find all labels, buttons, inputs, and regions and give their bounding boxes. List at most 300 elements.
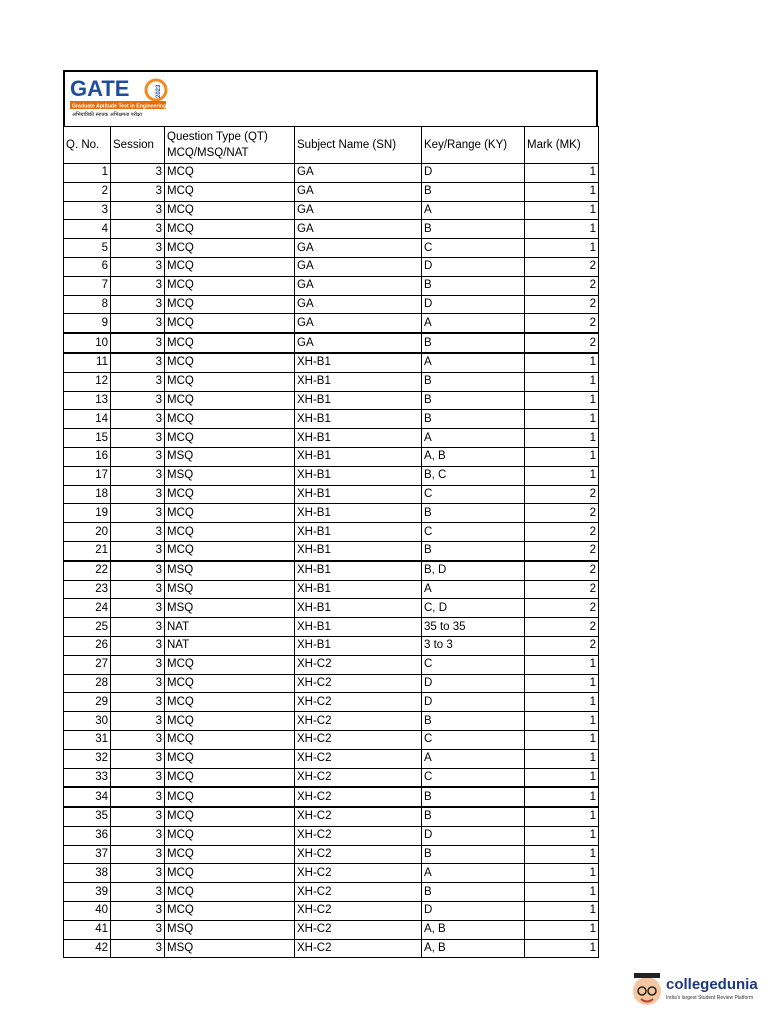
cell-qno: 33 bbox=[64, 768, 111, 787]
cell-subject-name: XH-C2 bbox=[295, 768, 422, 787]
cell-session: 3 bbox=[111, 561, 165, 580]
cell-qno: 3 bbox=[64, 201, 111, 220]
table-row bbox=[64, 845, 599, 864]
cell-subject-name: XH-B1 bbox=[295, 372, 422, 391]
logo-hindi: अभियांत्रिकी स्नातक अभिक्षमता परीक्षा bbox=[72, 112, 142, 118]
cell-subject-name: XH-B1 bbox=[295, 353, 422, 372]
cell-qno: 18 bbox=[64, 485, 111, 504]
cell-subject-name: XH-B1 bbox=[295, 429, 422, 448]
cell-mark: 1 bbox=[525, 787, 599, 807]
cell-qno: 15 bbox=[64, 429, 111, 448]
cell-key-range: B bbox=[422, 712, 525, 731]
cell-question-type: MCQ bbox=[165, 504, 295, 523]
cell-session: 3 bbox=[111, 787, 165, 807]
cell-qno: 13 bbox=[64, 391, 111, 410]
cell-mark: 1 bbox=[525, 730, 599, 749]
header-session: Session bbox=[111, 127, 165, 164]
cell-session: 3 bbox=[111, 164, 165, 183]
cell-session: 3 bbox=[111, 749, 165, 768]
cell-mark: 1 bbox=[525, 447, 599, 466]
cell-key-range: B bbox=[422, 787, 525, 807]
cell-qno: 26 bbox=[64, 636, 111, 655]
cell-question-type: MCQ bbox=[165, 864, 295, 883]
cell-mark: 2 bbox=[525, 314, 599, 333]
cell-subject-name: XH-C2 bbox=[295, 730, 422, 749]
cell-question-type: NAT bbox=[165, 618, 295, 637]
table-row bbox=[64, 599, 599, 618]
cell-subject-name: GA bbox=[295, 333, 422, 353]
cell-qno: 22 bbox=[64, 561, 111, 580]
logo-tagline: Graduate Aptitude Test in Engineering bbox=[72, 103, 167, 110]
table-row bbox=[64, 674, 599, 693]
cell-session: 3 bbox=[111, 466, 165, 485]
cell-mark: 1 bbox=[525, 902, 599, 921]
cell-subject-name: GA bbox=[295, 239, 422, 258]
cell-session: 3 bbox=[111, 730, 165, 749]
cell-session: 3 bbox=[111, 314, 165, 333]
cell-qno: 25 bbox=[64, 618, 111, 637]
cell-question-type: MCQ bbox=[165, 372, 295, 391]
cell-key-range: B bbox=[422, 807, 525, 826]
table-row bbox=[64, 826, 599, 845]
cell-session: 3 bbox=[111, 391, 165, 410]
cell-session: 3 bbox=[111, 618, 165, 637]
cell-qno: 10 bbox=[64, 333, 111, 353]
header-qno: Q. No. bbox=[64, 127, 111, 164]
table-row bbox=[64, 353, 599, 372]
cell-key-range: C bbox=[422, 523, 525, 542]
cell-subject-name: GA bbox=[295, 295, 422, 314]
cell-qno: 17 bbox=[64, 466, 111, 485]
cell-subject-name: XH-B1 bbox=[295, 410, 422, 429]
cell-session: 3 bbox=[111, 276, 165, 295]
cell-qno: 23 bbox=[64, 580, 111, 599]
cell-mark: 1 bbox=[525, 391, 599, 410]
table-row bbox=[64, 201, 599, 220]
cell-question-type: MCQ bbox=[165, 182, 295, 201]
cell-key-range: B bbox=[422, 410, 525, 429]
cell-qno: 11 bbox=[64, 353, 111, 372]
cell-mark: 2 bbox=[525, 599, 599, 618]
cell-session: 3 bbox=[111, 410, 165, 429]
cell-session: 3 bbox=[111, 920, 165, 939]
cell-qno: 34 bbox=[64, 787, 111, 807]
cell-subject-name: XH-C2 bbox=[295, 712, 422, 731]
cell-mark: 1 bbox=[525, 939, 599, 958]
cell-mark: 2 bbox=[525, 618, 599, 637]
cell-qno: 37 bbox=[64, 845, 111, 864]
cell-key-range: C bbox=[422, 655, 525, 674]
cell-mark: 1 bbox=[525, 220, 599, 239]
cell-session: 3 bbox=[111, 220, 165, 239]
cell-question-type: MCQ bbox=[165, 787, 295, 807]
cell-session: 3 bbox=[111, 447, 165, 466]
cell-qno: 6 bbox=[64, 257, 111, 276]
cell-mark: 2 bbox=[525, 333, 599, 353]
header-mark: Mark (MK) bbox=[525, 127, 599, 164]
cell-mark: 1 bbox=[525, 466, 599, 485]
cell-key-range: B, C bbox=[422, 466, 525, 485]
table-header-row bbox=[64, 127, 599, 164]
table-row bbox=[64, 523, 599, 542]
table-row bbox=[64, 504, 599, 523]
cell-session: 3 bbox=[111, 429, 165, 448]
cell-session: 3 bbox=[111, 295, 165, 314]
cell-qno: 38 bbox=[64, 864, 111, 883]
cell-subject-name: XH-C2 bbox=[295, 883, 422, 902]
cell-mark: 1 bbox=[525, 655, 599, 674]
cell-question-type: MCQ bbox=[165, 239, 295, 258]
cell-key-range: A bbox=[422, 429, 525, 448]
cell-mark: 1 bbox=[525, 182, 599, 201]
cell-session: 3 bbox=[111, 201, 165, 220]
cell-qno: 5 bbox=[64, 239, 111, 258]
cell-question-type: MCQ bbox=[165, 523, 295, 542]
cell-mark: 1 bbox=[525, 807, 599, 826]
cell-session: 3 bbox=[111, 826, 165, 845]
cell-session: 3 bbox=[111, 504, 165, 523]
cell-key-range: B bbox=[422, 504, 525, 523]
cell-subject-name: XH-C2 bbox=[295, 693, 422, 712]
table-row bbox=[64, 730, 599, 749]
cell-key-range: C bbox=[422, 485, 525, 504]
cell-question-type: MCQ bbox=[165, 883, 295, 902]
cell-mark: 1 bbox=[525, 429, 599, 448]
cell-question-type: MCQ bbox=[165, 749, 295, 768]
table-row bbox=[64, 693, 599, 712]
cell-qno: 8 bbox=[64, 295, 111, 314]
cell-session: 3 bbox=[111, 599, 165, 618]
cell-mark: 2 bbox=[525, 504, 599, 523]
cell-session: 3 bbox=[111, 807, 165, 826]
cell-question-type: MCQ bbox=[165, 333, 295, 353]
logo-header bbox=[63, 70, 598, 127]
cell-key-range: 3 to 3 bbox=[422, 636, 525, 655]
table-row bbox=[64, 333, 599, 353]
cell-key-range: A bbox=[422, 580, 525, 599]
cell-subject-name: XH-B1 bbox=[295, 485, 422, 504]
cell-question-type: MCQ bbox=[165, 485, 295, 504]
cell-question-type: MCQ bbox=[165, 768, 295, 787]
table-row bbox=[64, 410, 599, 429]
cell-session: 3 bbox=[111, 257, 165, 276]
cell-mark: 1 bbox=[525, 201, 599, 220]
cell-session: 3 bbox=[111, 636, 165, 655]
table-row bbox=[64, 883, 599, 902]
cell-session: 3 bbox=[111, 939, 165, 958]
cell-mark: 1 bbox=[525, 845, 599, 864]
cell-question-type: MSQ bbox=[165, 939, 295, 958]
cell-session: 3 bbox=[111, 372, 165, 391]
cell-qno: 29 bbox=[64, 693, 111, 712]
cell-mark: 2 bbox=[525, 636, 599, 655]
cell-key-range: B bbox=[422, 883, 525, 902]
cell-key-range: C bbox=[422, 768, 525, 787]
cell-qno: 16 bbox=[64, 447, 111, 466]
cell-key-range: D bbox=[422, 693, 525, 712]
cell-subject-name: XH-C2 bbox=[295, 845, 422, 864]
cell-subject-name: XH-C2 bbox=[295, 749, 422, 768]
table-row bbox=[64, 618, 599, 637]
cell-qno: 20 bbox=[64, 523, 111, 542]
cell-question-type: MCQ bbox=[165, 826, 295, 845]
cell-subject-name: XH-B1 bbox=[295, 599, 422, 618]
cell-mark: 2 bbox=[525, 580, 599, 599]
table-row bbox=[64, 276, 599, 295]
cell-qno: 41 bbox=[64, 920, 111, 939]
cell-subject-name: GA bbox=[295, 314, 422, 333]
cell-key-range: C bbox=[422, 239, 525, 258]
cell-key-range: A bbox=[422, 864, 525, 883]
cell-qno: 35 bbox=[64, 807, 111, 826]
watermark-tagline: India's largest Student Review Platform bbox=[666, 995, 754, 1001]
cell-mark: 1 bbox=[525, 410, 599, 429]
cell-question-type: MCQ bbox=[165, 845, 295, 864]
table-row bbox=[64, 787, 599, 807]
cell-qno: 19 bbox=[64, 504, 111, 523]
cell-key-range: B bbox=[422, 372, 525, 391]
table-row bbox=[64, 561, 599, 580]
table-row bbox=[64, 807, 599, 826]
cell-mark: 1 bbox=[525, 372, 599, 391]
cell-subject-name: GA bbox=[295, 257, 422, 276]
logo-year: 2023 bbox=[156, 84, 162, 98]
cell-question-type: MCQ bbox=[165, 220, 295, 239]
table-row bbox=[64, 372, 599, 391]
cell-question-type: MCQ bbox=[165, 391, 295, 410]
cell-subject-name: XH-C2 bbox=[295, 939, 422, 958]
cell-session: 3 bbox=[111, 485, 165, 504]
cell-subject-name: XH-B1 bbox=[295, 391, 422, 410]
cell-subject-name: XH-B1 bbox=[295, 466, 422, 485]
cell-question-type: MCQ bbox=[165, 807, 295, 826]
collegedunia-watermark bbox=[630, 967, 768, 1011]
cell-mark: 1 bbox=[525, 712, 599, 731]
cell-qno: 24 bbox=[64, 599, 111, 618]
cell-question-type: MSQ bbox=[165, 447, 295, 466]
cell-qno: 7 bbox=[64, 276, 111, 295]
cell-subject-name: XH-C2 bbox=[295, 902, 422, 921]
table-row bbox=[64, 220, 599, 239]
cell-qno: 36 bbox=[64, 826, 111, 845]
cell-subject-name: XH-B1 bbox=[295, 447, 422, 466]
cell-question-type: MSQ bbox=[165, 599, 295, 618]
cell-question-type: MCQ bbox=[165, 429, 295, 448]
cell-session: 3 bbox=[111, 333, 165, 353]
cell-question-type: MCQ bbox=[165, 674, 295, 693]
cell-mark: 1 bbox=[525, 864, 599, 883]
cell-subject-name: GA bbox=[295, 182, 422, 201]
table-row bbox=[64, 864, 599, 883]
table-row bbox=[64, 655, 599, 674]
cell-session: 3 bbox=[111, 674, 165, 693]
table-row bbox=[64, 429, 599, 448]
table-row bbox=[64, 768, 599, 787]
cell-mark: 1 bbox=[525, 239, 599, 258]
cell-mark: 2 bbox=[525, 561, 599, 580]
cell-key-range: D bbox=[422, 674, 525, 693]
cell-mark: 1 bbox=[525, 883, 599, 902]
cell-subject-name: GA bbox=[295, 164, 422, 183]
cell-session: 3 bbox=[111, 768, 165, 787]
cell-subject-name: XH-B1 bbox=[295, 618, 422, 637]
cell-key-range: D bbox=[422, 295, 525, 314]
cell-qno: 32 bbox=[64, 749, 111, 768]
cell-question-type: MCQ bbox=[165, 353, 295, 372]
cell-qno: 12 bbox=[64, 372, 111, 391]
header-question-type: Question Type (QT) MCQ/MSQ/NAT bbox=[165, 127, 295, 164]
cell-qno: 21 bbox=[64, 541, 111, 560]
cell-mark: 2 bbox=[525, 541, 599, 560]
cell-qno: 40 bbox=[64, 902, 111, 921]
cell-session: 3 bbox=[111, 182, 165, 201]
cell-session: 3 bbox=[111, 541, 165, 560]
cell-mark: 2 bbox=[525, 523, 599, 542]
cell-qno: 28 bbox=[64, 674, 111, 693]
cell-qno: 42 bbox=[64, 939, 111, 958]
cell-key-range: B bbox=[422, 220, 525, 239]
cell-subject-name: XH-C2 bbox=[295, 920, 422, 939]
cell-mark: 2 bbox=[525, 257, 599, 276]
cell-qno: 14 bbox=[64, 410, 111, 429]
cell-key-range: C bbox=[422, 730, 525, 749]
cell-qno: 39 bbox=[64, 883, 111, 902]
cell-mark: 2 bbox=[525, 485, 599, 504]
cell-key-range: B bbox=[422, 541, 525, 560]
cell-key-range: A, B bbox=[422, 447, 525, 466]
cell-session: 3 bbox=[111, 693, 165, 712]
table-row bbox=[64, 391, 599, 410]
cell-key-range: D bbox=[422, 164, 525, 183]
cell-key-range: A bbox=[422, 314, 525, 333]
table-row bbox=[64, 239, 599, 258]
cell-question-type: MCQ bbox=[165, 314, 295, 333]
cell-session: 3 bbox=[111, 353, 165, 372]
table-row bbox=[64, 182, 599, 201]
cell-question-type: MCQ bbox=[165, 655, 295, 674]
logo-title: GATE bbox=[70, 76, 130, 101]
cell-mark: 1 bbox=[525, 353, 599, 372]
cell-key-range: C, D bbox=[422, 599, 525, 618]
cell-key-range: D bbox=[422, 826, 525, 845]
cell-mark: 1 bbox=[525, 768, 599, 787]
cell-question-type: MCQ bbox=[165, 257, 295, 276]
table-row bbox=[64, 712, 599, 731]
cell-session: 3 bbox=[111, 902, 165, 921]
table-row bbox=[64, 636, 599, 655]
cell-session: 3 bbox=[111, 523, 165, 542]
table-row bbox=[64, 902, 599, 921]
table-row bbox=[64, 541, 599, 560]
cell-mark: 1 bbox=[525, 826, 599, 845]
header-key-range: Key/Range (KY) bbox=[422, 127, 525, 164]
cell-mark: 1 bbox=[525, 920, 599, 939]
cell-session: 3 bbox=[111, 580, 165, 599]
table-row bbox=[64, 920, 599, 939]
cell-subject-name: GA bbox=[295, 276, 422, 295]
cell-subject-name: XH-B1 bbox=[295, 523, 422, 542]
watermark-brand: collegedunia bbox=[666, 976, 758, 993]
cell-subject-name: GA bbox=[295, 220, 422, 239]
cell-qno: 30 bbox=[64, 712, 111, 731]
cell-subject-name: XH-C2 bbox=[295, 655, 422, 674]
cell-subject-name: XH-B1 bbox=[295, 636, 422, 655]
cell-question-type: MCQ bbox=[165, 201, 295, 220]
cell-question-type: MCQ bbox=[165, 902, 295, 921]
cell-key-range: A bbox=[422, 749, 525, 768]
cell-key-range: B, D bbox=[422, 561, 525, 580]
cell-key-range: D bbox=[422, 902, 525, 921]
gate-2023-logo bbox=[68, 74, 168, 124]
cell-mark: 1 bbox=[525, 749, 599, 768]
cell-mark: 1 bbox=[525, 693, 599, 712]
table-row bbox=[64, 749, 599, 768]
cell-key-range: B bbox=[422, 845, 525, 864]
table-row bbox=[64, 447, 599, 466]
cell-question-type: MCQ bbox=[165, 164, 295, 183]
cell-key-range: 35 to 35 bbox=[422, 618, 525, 637]
cell-subject-name: XH-C2 bbox=[295, 826, 422, 845]
cell-question-type: MSQ bbox=[165, 561, 295, 580]
table-row bbox=[64, 939, 599, 958]
answer-key-table bbox=[63, 126, 599, 958]
table-row bbox=[64, 466, 599, 485]
cell-subject-name: XH-B1 bbox=[295, 541, 422, 560]
cell-key-range: B bbox=[422, 182, 525, 201]
cell-question-type: MCQ bbox=[165, 276, 295, 295]
cell-question-type: MSQ bbox=[165, 466, 295, 485]
table-row bbox=[64, 580, 599, 599]
cell-subject-name: XH-C2 bbox=[295, 864, 422, 883]
cell-subject-name: XH-C2 bbox=[295, 787, 422, 807]
cell-session: 3 bbox=[111, 864, 165, 883]
cell-session: 3 bbox=[111, 845, 165, 864]
cell-question-type: NAT bbox=[165, 636, 295, 655]
cell-mark: 2 bbox=[525, 276, 599, 295]
cell-key-range: A, B bbox=[422, 920, 525, 939]
cell-subject-name: XH-C2 bbox=[295, 807, 422, 826]
cell-subject-name: XH-B1 bbox=[295, 580, 422, 599]
cell-subject-name: GA bbox=[295, 201, 422, 220]
table-row bbox=[64, 314, 599, 333]
cell-question-type: MCQ bbox=[165, 730, 295, 749]
cell-qno: 2 bbox=[64, 182, 111, 201]
cell-key-range: D bbox=[422, 257, 525, 276]
cell-subject-name: XH-B1 bbox=[295, 504, 422, 523]
cell-question-type: MSQ bbox=[165, 580, 295, 599]
cell-question-type: MCQ bbox=[165, 693, 295, 712]
cell-subject-name: XH-B1 bbox=[295, 561, 422, 580]
cell-key-range: B bbox=[422, 333, 525, 353]
cell-key-range: A bbox=[422, 353, 525, 372]
cell-session: 3 bbox=[111, 883, 165, 902]
table-row bbox=[64, 485, 599, 504]
cell-question-type: MCQ bbox=[165, 541, 295, 560]
cell-qno: 27 bbox=[64, 655, 111, 674]
cell-mark: 1 bbox=[525, 674, 599, 693]
cell-qno: 9 bbox=[64, 314, 111, 333]
cell-question-type: MCQ bbox=[165, 410, 295, 429]
cell-question-type: MCQ bbox=[165, 712, 295, 731]
cell-session: 3 bbox=[111, 239, 165, 258]
table-row bbox=[64, 164, 599, 183]
cell-key-range: A, B bbox=[422, 939, 525, 958]
cell-mark: 1 bbox=[525, 164, 599, 183]
table-row bbox=[64, 257, 599, 276]
cell-session: 3 bbox=[111, 712, 165, 731]
cell-key-range: B bbox=[422, 391, 525, 410]
table-row bbox=[64, 295, 599, 314]
